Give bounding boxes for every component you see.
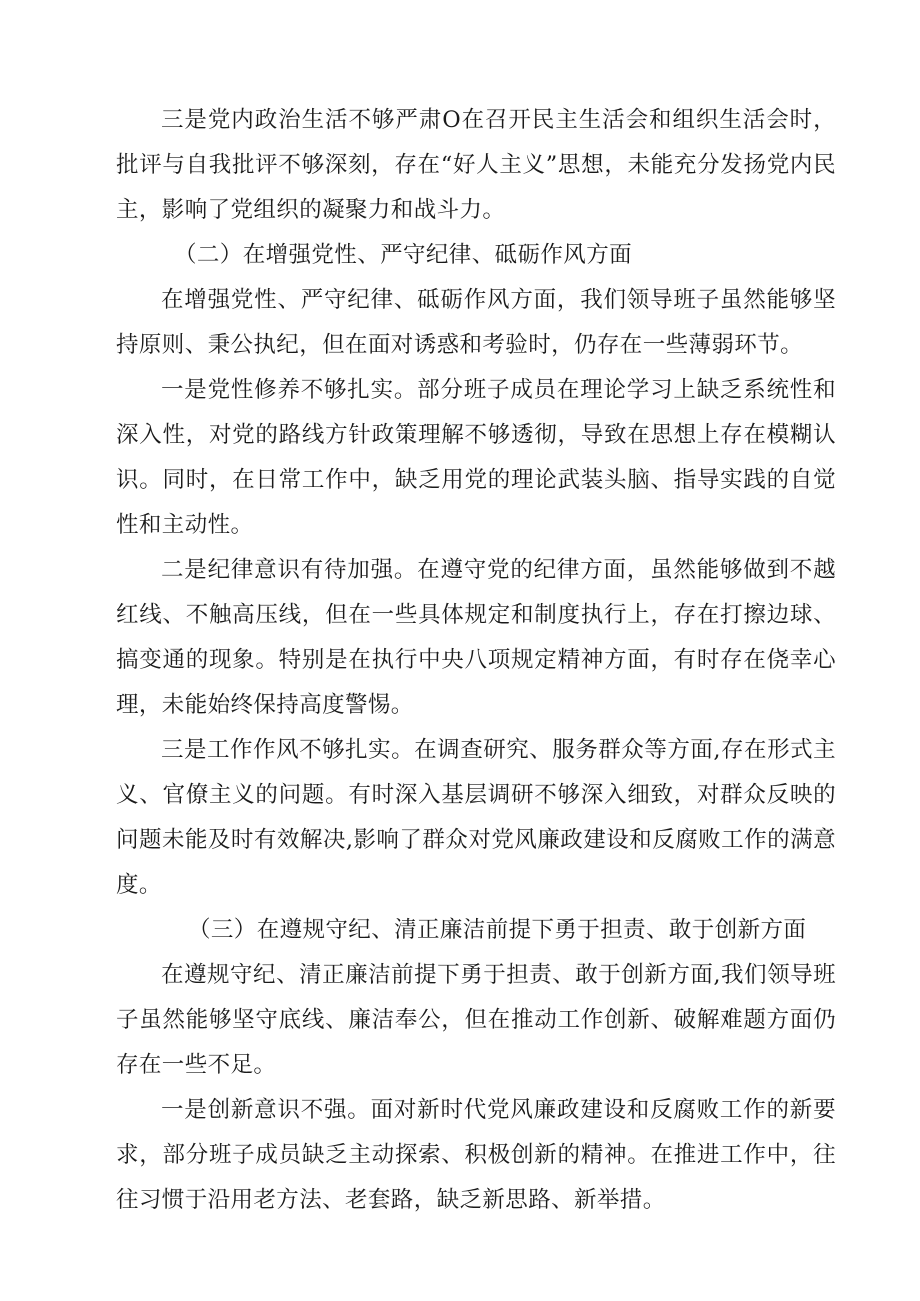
paragraph-section-three-intro: 在遵规守纪、清正廉洁前提下勇于担责、敢于创新方面,我们领导班子虽然能够坚守底线、廉洁奉公，但在推动工作创新、破解难题方面仍存在一些不足。	[116, 962, 836, 1078]
section-heading-three: （三）在遵规守纪、清正廉洁前提下勇于担责、敢于创新方面	[188, 917, 807, 943]
section-heading-two: （二）在增强党性、严守纪律、砥砺作风方面	[174, 242, 633, 268]
paragraph-discipline-awareness: 二是纪律意识有待加强。在遵守党的纪律方面，虽然能够做到不越红线、不触高压线，但在一些具体规定和制度执行上，存在打擦边球、搞变通的现象。特别是在执行中央八项规定精神方面，有时存在侥幸心理，未能始终保持高度警惕。	[116, 557, 836, 718]
paragraph-work-style: 三是工作作风不够扎实。在调查研究、服务群众等方面,存在形式主义、官僚主义的问题。有时深入基层调研不够深入细致，对群众反映的问题未能及时有效解决,影响了群众对党风廉政建设和反腐败工作的满意度。	[116, 737, 836, 898]
paragraph-party-cultivation: 一是党性修养不够扎实。部分班子成员在理论学习上缺乏系统性和深入性，对党的路线方针政策理解不够透彻，导致在思想上存在模糊认识。同时，在日常工作中，缺乏用党的理论武装头脑、指导实践的自觉性和主动性。	[116, 377, 836, 538]
paragraph-political-life: 三是党内政治生活不够严肃O在召开民主生活会和组织生活会时，批评与自我批评不够深刻，存在“好人主义”思想，未能充分发扬党内民主，影响了党组织的凝聚力和战斗力。	[116, 107, 836, 223]
paragraph-innovation-awareness: 一是创新意识不强。面对新时代党风廉政建设和反腐败工作的新要求，部分班子成员缺乏主动探索、积极创新的精神。在推进工作中，往往习惯于沿用老方法、老套路，缺乏新思路、新举措。	[116, 1097, 836, 1213]
document-body	[116, 98, 836, 1223]
paragraph-section-two-intro: 在增强党性、严守纪律、砥砺作风方面，我们领导班子虽然能够坚持原则、秉公执纪，但在面对诱惑和考验时，仍存在一些薄弱环节。	[116, 287, 836, 358]
